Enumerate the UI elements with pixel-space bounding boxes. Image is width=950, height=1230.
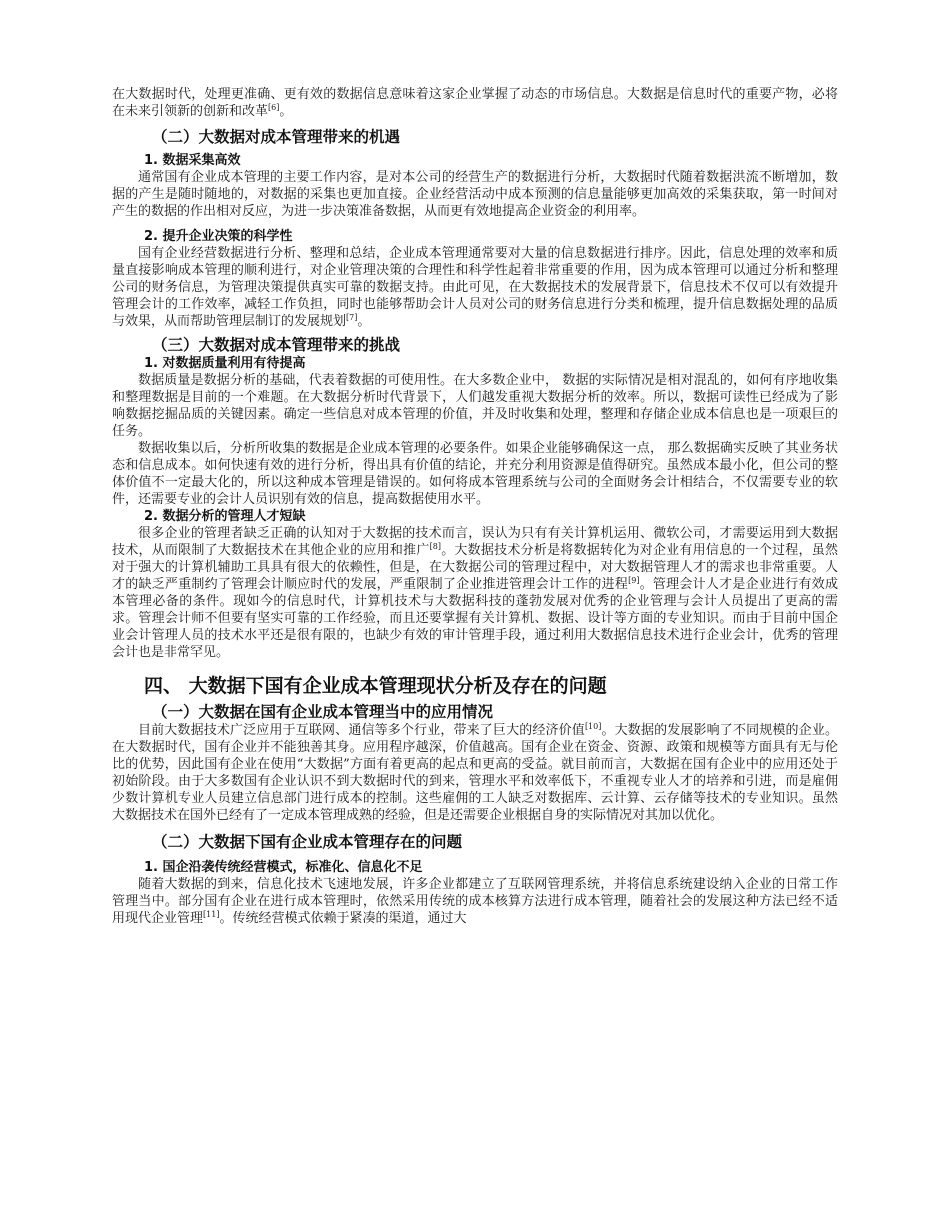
subsection-heading: 1. 对数据质量利用有待提高 <box>144 356 306 371</box>
section-heading: （二）大数据下国有企业成本管理存在的问题 <box>152 833 463 851</box>
paragraph-text: 。大数据技术分析是将数据转化为对企业有用信息的一个过程，虽然对于强大的计算机辅助工具具有很大的依赖性，但是，在大数据公司的管理过程中，对大数据管理人才的需求也非常重要。人才的缺乏严重制约了管理会计顺应时代的发展，严重限制了企业推进管理会计工作的进程 <box>112 543 838 592</box>
paper-page <box>112 86 838 927</box>
paragraph-traditional <box>112 876 838 927</box>
paragraph-data-quality: 数据质量是数据分析的基础，代表着数据的可使用性。在大多数企业中， 数据的实际情况是相对混乱的，如何有序地收集和整理数据是目前的一个难题。在大数据分析时代背景下，人们越发重视大数据分析的效率。所以，数据可读性已经成为了影响数据挖掘品质的关键因素。确定一些信息对成本管理的价值，并及时收集和处理，整理和存储企业成本信息也是一项艰巨的任务。 <box>112 373 838 439</box>
subsection-heading: 1. 国企沿袭传统经营模式，标准化、信息化不足 <box>144 860 423 875</box>
paragraph-text: 。 <box>279 104 293 119</box>
chapter-heading: 四、 大数据下国有企业成本管理现状分析及存在的问题 <box>144 675 607 697</box>
paragraph-data-collection: 通常国有企业成本管理的主要工作内容，是对本公司的经营生产的数据进行分析，大数据时代随着数据洪流不断增加，数据的产生是随时随地的，对数据的采集也更加直接。企业经营活动中成本预测的信息量能够更加高效的采集获取，第一时间对产生的数据的作出相对反应，为进一步决策准备数据，从而更有效地提高企业资金的利用率。 <box>112 170 838 219</box>
paragraph-text: 。 <box>357 314 371 329</box>
paragraph-talent <box>112 525 838 661</box>
paragraph-text: 在大数据时代，处理更准确、更有效的数据信息意味着这家企业掌握了动态的市场信息。大数据是信息时代的重要产物，必将在未来引领新的创新和改革 <box>112 87 838 119</box>
paragraph-text: 。管理会计人才是企业进行有效成本管理必备的条件。现如今的信息时代，计算机技术与大数据科技的蓬勃发展对优秀的企业管理与会计人员提出了更高的需求。管理会计师不但要有坚实可靠的工作经验，而且还要掌握有关计算机、数据、设计等方面的专业知识。而由于目前中国企业会计管理人员的技术水平还是很有限的，也缺少有效的审计管理手段，通过利用大数据信息技术进行企业会计，优秀的管理会计也是非常罕见。 <box>112 577 838 660</box>
paragraph-text: 随着大数据的到来，信息化技术飞速地发展，许多企业都建立了互联网管理系统，并将信息系统建设纳入企业的日常工作管理当中。部分国有企业在进行成本管理时，依然采用传统的成本核算方法进行成本管理，随着社会的发展这种方法已经不适用现代企业管理 <box>112 877 838 926</box>
subsection-heading: 2. 提升企业决策的科学性 <box>144 229 293 244</box>
paragraph-text: 目前大数据技术广泛应用于互联网、通信等多个行业，带来了巨大的经济价值 <box>138 723 585 738</box>
subsection-heading: 1. 数据采集高效 <box>144 153 241 168</box>
citation-ref: [11] <box>203 910 220 919</box>
section-heading: （一）大数据在国有企业成本管理当中的应用情况 <box>152 703 494 721</box>
subsection-heading: 2. 数据分析的管理人才短缺 <box>144 509 306 524</box>
citation-ref: [9] <box>628 576 640 585</box>
section-heading: （三）大数据对成本管理带来的挑战 <box>152 336 401 354</box>
paragraph-text: 很多企业的管理者缺乏正确的认知对于大数据的技术而言，误认为只有有关计算机运用、微软公司，才需要运用到大数据技术，从而限制了大数据技术在其他企业的应用和推广 <box>112 526 838 558</box>
paragraph-text: 国有企业经营数据进行分析、整理和总结，企业成本管理通常要对大量的信息数据进行排序。因此，信息处理的效率和质量直接影响成本管理的顺利进行，对企业管理决策的合理性和科学性起着非常重要的作用，因为成本管理可以通过分析和整理公司的财务信息，为管理决策提供真实可靠的数据支持。由此可见，在大数据技术的发展背景下，信息技术不仅可以有效提升管理会计的工作效率，减轻工作负担，同时也能够帮助会计人员对公司的财务信息进行分类和梳理，提升信息数据处理的品质与效果，从而帮助管理层制订的发展规划 <box>112 246 838 329</box>
citation-ref: [6] <box>268 103 280 112</box>
paragraph-intro <box>112 86 838 120</box>
citation-ref: [10] <box>584 722 602 731</box>
paragraph-text: 。传统经营模式依赖于紧凑的渠道，通过大 <box>219 911 467 926</box>
paragraph-application <box>112 722 838 824</box>
citation-ref: [8] <box>429 542 441 551</box>
paragraph-decision <box>112 245 838 330</box>
paragraph-text: 。大数据的发展影响了不同规模的企业。在大数据时代，国有企业并不能独善其身。应用程序越深，价值越高。国有企业在资金、资源、政策和规模等方面具有无与伦比的优势，因此国有企业在使用“大数据”方面有着更高的起点和更高的受益。就目前而言，大数据在国有企业中的应用还处于初始阶段。由于大多数国有企业认识不到大数据时代的到来，管理水平和效率低下，不重视专业人才的培养和引进，而是雇佣少数计算机专业人员建立信息部门进行成本的控制。这些雇佣的工人缺乏对数据库、云计算、云存储等技术的专业知识。虽然大数据技术在国外已经有了一定成本管理成熟的经验，但是还需要企业根据自身的实际情况对其加以优化。 <box>112 723 838 823</box>
paragraph-data-analysis: 数据收集以后，分析所收集的数据是企业成本管理的必要条件。如果企业能够确保这一点， 那么数据确实反映了其业务状态和信息成本。如何快速有效的进行分析，得出具有价值的结论，并充分利用资源是值得研究。虽然成本最小化，但公司的整体价值不一定最大化的，所以这种成本管理是错误的。如何将成本管理系统与公司的全面财务会计相结合，不仅需要专业的软件，还需要专业的会计人员识别有效的信息，提高数据使用水平。 <box>112 441 838 507</box>
citation-ref: [7] <box>346 313 358 322</box>
section-heading: （二）大数据对成本管理带来的机遇 <box>152 128 401 146</box>
